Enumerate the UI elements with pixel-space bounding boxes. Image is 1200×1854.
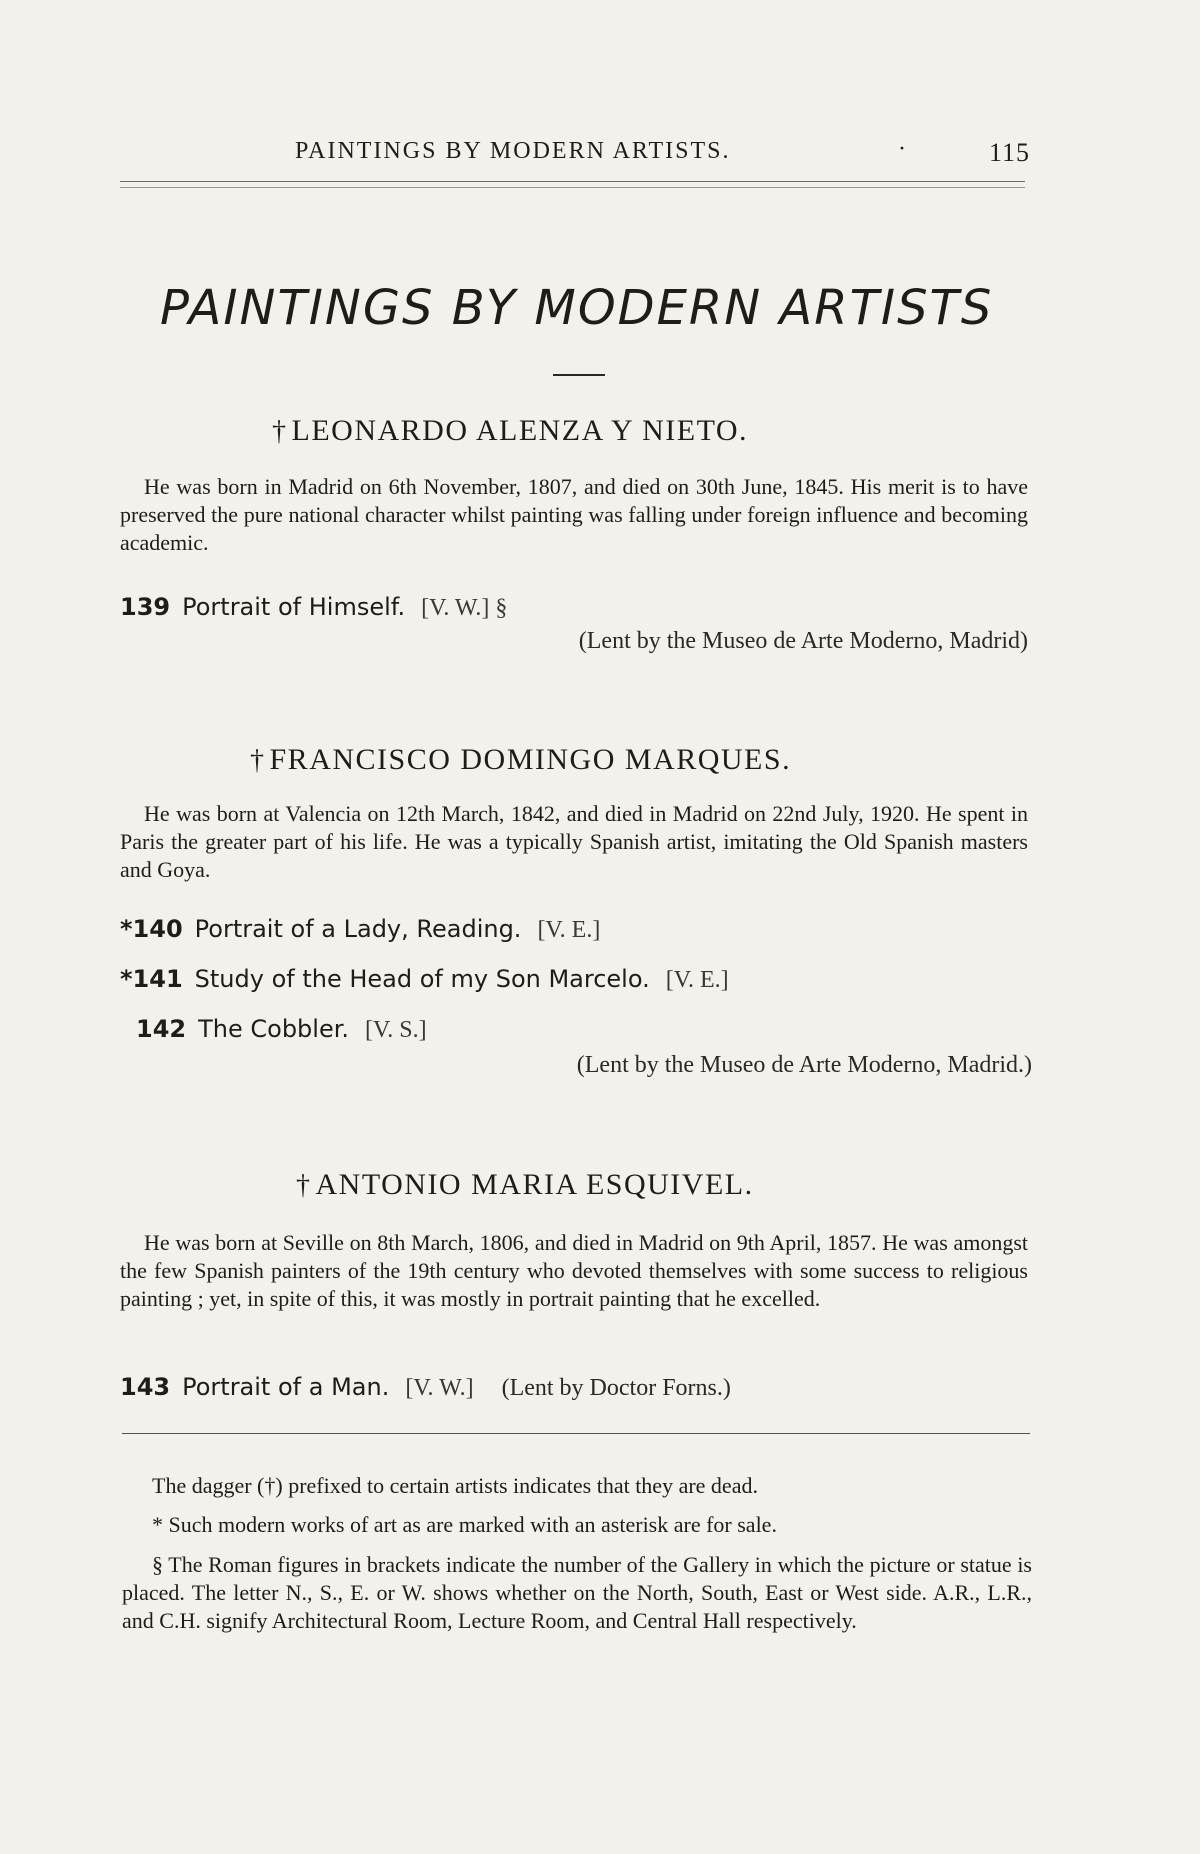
catalogue-number: 142 [136, 1015, 187, 1043]
dagger-mark: † [250, 745, 266, 776]
catalogue-number: *140 [120, 915, 183, 943]
catalogue-number: *141 [120, 965, 183, 993]
lender-note: (Lent by the Museo de Arte Moderno, Madrid) [578, 628, 1028, 654]
title-rule [553, 374, 605, 376]
artist-name: ANTONIO MARIA ESQUIVEL. [315, 1168, 754, 1201]
artist-name: LEONARDO ALENZA Y NIETO. [291, 414, 749, 447]
catalogue-entry [120, 965, 729, 994]
work-title: The Cobbler. [198, 1015, 350, 1043]
artist-biography: He was born at Valencia on 12th March, 1842, and died in Madrid on 22nd July, 1920. He spent in Paris the greater part of his life. He was a typically Spanish artist, imitating the Old Spanish masters and Goya. [120, 801, 1028, 882]
gallery-location: [V. W.] [405, 1375, 474, 1401]
catalogue-entry [136, 1015, 427, 1044]
work-title: Portrait of a Man. [182, 1373, 390, 1401]
artist-biography: He was born in Madrid on 6th November, 1807, and died on 30th June, 1845. His merit is to have preserved the pure national character whilst painting was falling under foreign influence and becoming academic. [120, 474, 1028, 555]
gallery-location: [V. S.] [365, 1017, 427, 1043]
running-head [120, 138, 1030, 178]
work-title: Portrait of a Lady, Reading. [194, 915, 522, 943]
footnote-rule [122, 1433, 1030, 1434]
catalogue-entry [120, 1373, 731, 1402]
footnote-asterisk: * Such modern works of art as are marked with an asterisk are for sale. [152, 1512, 777, 1537]
page-number: 115 [988, 138, 1030, 167]
header-double-rule [120, 181, 1025, 188]
artist-heading [272, 414, 748, 448]
footnote-dagger: The dagger (†) prefixed to certain artists indicates that they are dead. [152, 1473, 758, 1498]
artist-name: FRANCISCO DOMINGO MARQUES. [269, 743, 792, 776]
running-head-title: PAINTINGS BY MODERN ARTISTS. [295, 138, 731, 164]
artist-heading [250, 743, 791, 777]
artist-heading [296, 1168, 754, 1202]
lender-note: (Lent by Doctor Forns.) [501, 1375, 731, 1401]
catalogue-entry [120, 915, 600, 944]
gallery-location: [V. E.] [665, 967, 729, 993]
catalogue-number: 143 [120, 1373, 171, 1401]
footnote-section: § The Roman figures in brackets indicate the number of the Gallery in which the picture or statue is placed. The letter N., S., E. or W. shows whether on the North, South, East or West side. A.R., L.R., and C.H. signify Architectural Room, Lecture Room, and Central Hall respectively. [122, 1552, 1032, 1633]
artist-biography: He was born at Seville on 8th March, 1806, and died in Madrid on 9th April, 1857. He was amongst the few Spanish painters of the 19th century who devoted themselves with some success to religious painting ; yet, in spite of this, it was mostly in portrait painting that he excelled. [120, 1230, 1028, 1311]
dagger-mark: † [296, 1170, 312, 1201]
gallery-location: [V. W.] § [421, 595, 508, 621]
lender-note: (Lent by the Museo de Arte Moderno, Madrid.) [576, 1052, 1032, 1078]
gallery-location: [V. E.] [537, 917, 601, 943]
catalogue-entry [120, 593, 507, 622]
page-title: PAINTINGS BY MODERN ARTISTS [160, 280, 994, 336]
work-title: Portrait of Himself. [182, 593, 406, 621]
work-title: Study of the Head of my Son Marcelo. [194, 965, 650, 993]
dagger-mark: † [272, 416, 288, 447]
catalogue-number: 139 [120, 593, 171, 621]
running-head-dot: · [898, 136, 908, 162]
